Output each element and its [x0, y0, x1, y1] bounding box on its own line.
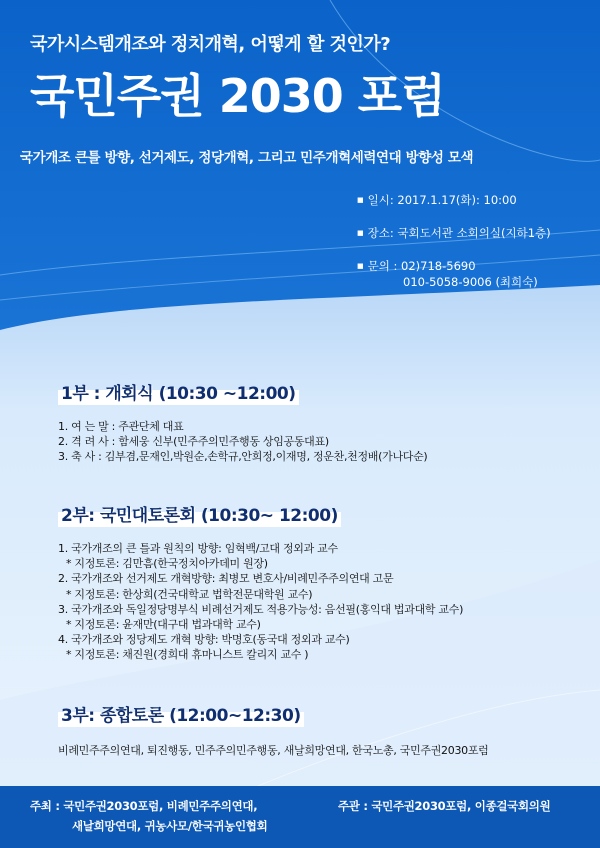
- list-item: 3. 국가개조와 독일정당명부식 비례선거제도 적용가능성: 음선필(홍익대 법과대학 교수): [58, 602, 464, 616]
- list-item: 1. 국가개조의 큰 틀과 원칙의 방향: 임혁백/고대 정외과 교수: [58, 542, 338, 555]
- list-subitem: * 지정토론: 한상희(건국대학교 법학전문대학원 교수): [66, 587, 313, 601]
- part3-items: [58, 743, 489, 758]
- footer-organizer: 주관 : 국민주권2030포럼, 이종걸국회의원: [338, 799, 551, 813]
- list-subitem: * 지정토론: 채진원(경희대 휴마니스트 칼리지 교수 ): [66, 648, 309, 662]
- footer-host-line-1: 주최 : 국민주권2030포럼, 비례민주주의연대,: [30, 799, 258, 813]
- list-item: 비례민주주의연대, 퇴진행동, 민주주의민주행동, 새날희망연대, 한국노총, 국민주권2030포럼: [58, 744, 489, 757]
- list-item: 4. 국가개조와 정당제도 개혁 방향: 박명호(동국대 정외과 교수): [58, 633, 350, 647]
- list-subitem: * 지정토론: 김만흠(한국정치아카데미 원장): [66, 557, 268, 571]
- footer-hosts: [30, 796, 267, 836]
- list-item: 2. 국가개조와 선거제도 개혁방향: 최병모 변호사/비례민주주의연대 고문: [58, 572, 394, 586]
- part1-title: 1부 : 개회식 (10:30 ~12:00): [58, 378, 299, 405]
- list-item: 1. 여 는 말 : 주관단체 대표: [58, 420, 184, 433]
- part3-section: [58, 700, 489, 758]
- list-item: 2. 격 려 사 : 함세웅 신부(민주주의민주행동 상임공동대표): [58, 435, 329, 449]
- info-place: 장소: 국회도서관 소회의실(지하1층): [367, 226, 551, 240]
- part2-items: [58, 541, 463, 663]
- list-subitem: * 지정토론: 윤재만(대구대 법과대학 교수): [66, 618, 261, 632]
- event-info: [357, 192, 551, 307]
- part1-section: [58, 378, 427, 465]
- info-date-row: [357, 192, 551, 208]
- square-bullet-icon: ■: [357, 262, 364, 270]
- info-contact-phone: 문의 : 02)718-5690: [367, 259, 476, 273]
- poster-title: 국민주권 2030 포럼: [30, 69, 445, 123]
- part3-title: 3부: 종합토론 (12:00~12:30): [58, 700, 304, 727]
- footer: [0, 786, 600, 848]
- poster-subtitle: 국가시스템개조와 정치개혁, 어떻게 할 것인가?: [30, 34, 391, 55]
- info-date: 일시: 2017.1.17(화): 10:00: [367, 193, 517, 207]
- footer-host-line-2: 새날희망연대, 귀농사모/한국귀농인협회: [72, 819, 268, 833]
- part1-items: [58, 419, 427, 465]
- square-bullet-icon: ■: [357, 196, 364, 204]
- part2-section: [58, 500, 463, 663]
- part2-title: 2부: 국민대토론회 (10:30~ 12:00): [58, 500, 341, 527]
- poster-tagline: 국가개조 큰틀 방향, 선거제도, 정당개혁, 그리고 민주개혁세력연대 방향성 모색: [20, 150, 474, 166]
- list-item: 3. 축 사 : 김부겸,문재인,박원순,손학규,안희정,이재명, 정운찬,천정배(가나다순): [58, 450, 428, 464]
- info-contact-row: [357, 258, 551, 290]
- info-place-row: [357, 225, 551, 241]
- square-bullet-icon: ■: [357, 229, 364, 237]
- info-contact-mobile: 010-5058-9006 (최희숙): [403, 275, 538, 289]
